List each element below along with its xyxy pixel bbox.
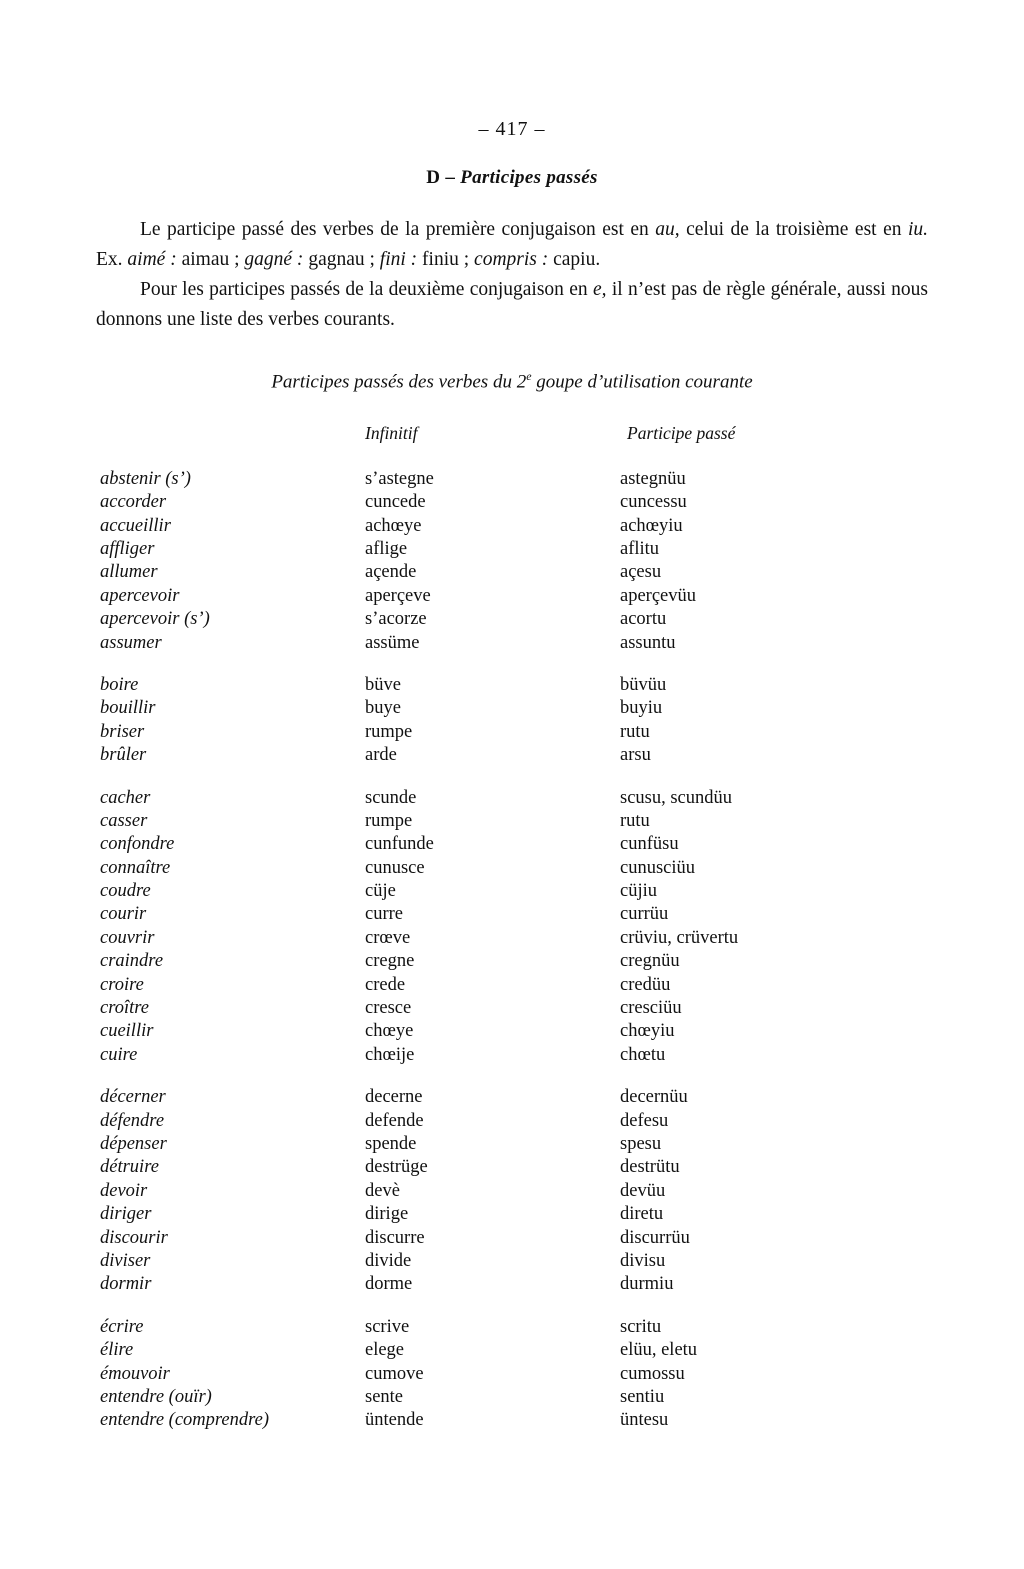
- cell-infinitif: dorme: [365, 1274, 413, 1295]
- cell-french-verb: décerner: [100, 1087, 166, 1108]
- cell-french-verb: abstenir (s’): [100, 468, 191, 489]
- cell-french-verb: courir: [100, 904, 147, 925]
- table-row: [0, 562, 1024, 585]
- verb-group: [0, 1087, 1024, 1298]
- cell-participe-passe: acortu: [620, 609, 667, 630]
- cell-french-verb: allumer: [100, 562, 158, 583]
- cell-french-verb: défendre: [100, 1110, 165, 1131]
- section-title-main: Participes passés: [460, 167, 598, 188]
- cell-participe-passe: cunfüsu: [620, 834, 679, 855]
- cell-french-verb: couvrir: [100, 927, 155, 948]
- cell-infinitif: devè: [365, 1180, 400, 1201]
- table-row: [0, 1410, 1024, 1433]
- cell-french-verb: émouvoir: [100, 1363, 170, 1384]
- cell-infinitif: decerne: [365, 1087, 423, 1108]
- cell-participe-passe: divisu: [620, 1250, 666, 1271]
- cell-participe-passe: devüu: [620, 1180, 666, 1201]
- cell-participe-passe: üntesu: [620, 1410, 669, 1431]
- cell-participe-passe: chœtu: [620, 1044, 666, 1065]
- table-row: [0, 834, 1024, 857]
- table-row: [0, 1340, 1024, 1363]
- cell-infinitif: destrüge: [365, 1157, 428, 1178]
- cell-infinitif: cüje: [365, 881, 396, 902]
- cell-infinitif: aperçeve: [365, 585, 431, 606]
- intro-text: [96, 215, 928, 335]
- table-row: [0, 811, 1024, 834]
- cell-french-verb: craindre: [100, 951, 164, 972]
- verb-group: [0, 788, 1024, 1069]
- table-row: [0, 1317, 1024, 1340]
- cell-french-verb: cueillir: [100, 1021, 154, 1042]
- cell-participe-passe: aflitu: [620, 539, 660, 559]
- cell-participe-passe: destrütu: [620, 1157, 680, 1178]
- cell-infinitif: curre: [365, 904, 403, 925]
- table-row: [0, 998, 1024, 1021]
- cell-participe-passe: scritu: [620, 1316, 662, 1337]
- cell-infinitif: crede: [365, 974, 406, 995]
- cell-french-verb: élire: [100, 1340, 134, 1361]
- cell-infinitif: büve: [365, 674, 401, 695]
- cell-infinitif: rumpe: [365, 810, 413, 831]
- section-title-prefix: D –: [426, 167, 461, 188]
- table-row: [0, 1087, 1024, 1110]
- cell-french-verb: confondre: [100, 834, 175, 855]
- table-row: [0, 1364, 1024, 1387]
- table-row: [0, 1274, 1024, 1297]
- cell-infinitif: üntende: [365, 1410, 424, 1431]
- verb-group: [0, 469, 1024, 656]
- cell-participe-passe: scusu, scundüu: [620, 787, 733, 808]
- cell-participe-passe: cregnüu: [620, 951, 680, 972]
- cell-infinitif: elege: [365, 1340, 405, 1361]
- table-row: [0, 788, 1024, 811]
- table-row: [0, 1181, 1024, 1204]
- cell-participe-passe: buyiu: [620, 698, 663, 719]
- cell-participe-passe: chœyiu: [620, 1021, 675, 1042]
- cell-french-verb: accorder: [100, 492, 167, 513]
- table-row: [0, 1157, 1024, 1180]
- table-row: [0, 609, 1024, 632]
- column-header-participe-passe: Participe passé: [627, 422, 736, 443]
- table-row: [0, 469, 1024, 492]
- cell-infinitif: defende: [365, 1110, 424, 1131]
- cell-participe-passe: büvüu: [620, 674, 667, 695]
- column-header-infinitif: Infinitif: [365, 422, 418, 443]
- cell-french-verb: écrire: [100, 1316, 144, 1337]
- cell-french-verb: casser: [100, 810, 148, 831]
- cell-french-verb: accueillir: [100, 515, 171, 536]
- cell-participe-passe: sentiu: [620, 1386, 665, 1407]
- cell-french-verb: boire: [100, 674, 139, 695]
- cell-participe-passe: currüu: [620, 904, 669, 925]
- cell-infinitif: spende: [365, 1133, 417, 1154]
- cell-participe-passe: decernüu: [620, 1087, 688, 1108]
- cell-french-verb: brûler: [100, 745, 147, 766]
- cell-participe-passe: achœyiu: [620, 515, 683, 536]
- cell-participe-passe: diretu: [620, 1204, 664, 1225]
- cell-participe-passe: credüu: [620, 974, 671, 995]
- cell-french-verb: entendre (comprendre): [100, 1410, 270, 1431]
- table-row: [0, 1134, 1024, 1157]
- verb-group: [0, 675, 1024, 769]
- cell-french-verb: assumer: [100, 632, 162, 653]
- cell-french-verb: discourir: [100, 1227, 168, 1248]
- cell-infinitif: cuncede: [365, 492, 426, 513]
- cell-french-verb: entendre (ouïr): [100, 1386, 212, 1407]
- table-caption-superscript: e: [526, 368, 532, 383]
- cell-infinitif: achœye: [365, 515, 422, 536]
- cell-participe-passe: crüviu, crüvertu: [620, 927, 739, 948]
- cell-french-verb: dépenser: [100, 1133, 167, 1154]
- cell-infinitif: divide: [365, 1250, 412, 1271]
- cell-french-verb: cacher: [100, 787, 151, 808]
- table-row: [0, 858, 1024, 881]
- table-row: [0, 951, 1024, 974]
- table-row: [0, 633, 1024, 656]
- table-row: [0, 745, 1024, 768]
- cell-infinitif: discurre: [365, 1227, 425, 1248]
- table-row: [0, 516, 1024, 539]
- cell-infinitif: dirige: [365, 1204, 409, 1225]
- table-row: [0, 928, 1024, 951]
- cell-french-verb: diviser: [100, 1250, 151, 1271]
- cell-participe-passe: açesu: [620, 562, 662, 583]
- table-caption-pre: Participes passés des verbes du 2: [271, 370, 527, 392]
- table-row: [0, 1204, 1024, 1227]
- table-row: [0, 975, 1024, 998]
- cell-infinitif: chœije: [365, 1044, 415, 1065]
- verb-group: [0, 1317, 1024, 1434]
- table-row: [0, 881, 1024, 904]
- cell-infinitif: rumpe: [365, 721, 413, 742]
- cell-participe-passe: assuntu: [620, 632, 676, 653]
- cell-french-verb: croître: [100, 998, 149, 1019]
- table-row: [0, 1228, 1024, 1251]
- cell-infinitif: cregne: [365, 951, 415, 972]
- cell-french-verb: devoir: [100, 1180, 148, 1201]
- cell-participe-passe: cunusciüu: [620, 857, 696, 878]
- table-caption-post: goupe d’utilisation courante: [531, 370, 753, 392]
- cell-french-verb: apercevoir: [100, 585, 180, 606]
- cell-participe-passe: cresciüu: [620, 998, 682, 1019]
- cell-french-verb: coudre: [100, 881, 151, 902]
- table-row: [0, 1251, 1024, 1274]
- cell-participe-passe: rutu: [620, 721, 650, 742]
- cell-participe-passe: astegnüu: [620, 468, 686, 489]
- cell-french-verb: affliger: [100, 539, 155, 559]
- cell-participe-passe: cuncessu: [620, 492, 687, 513]
- table-row: [0, 1021, 1024, 1044]
- cell-infinitif: buye: [365, 698, 401, 719]
- cell-infinitif: arde: [365, 745, 397, 766]
- table-caption: [0, 369, 1024, 393]
- cell-participe-passe: cumossu: [620, 1363, 685, 1384]
- table-row: [0, 492, 1024, 515]
- table-row: [0, 586, 1024, 609]
- cell-french-verb: diriger: [100, 1204, 152, 1225]
- cell-french-verb: briser: [100, 721, 145, 742]
- cell-french-verb: bouillir: [100, 698, 156, 719]
- cell-french-verb: apercevoir (s’): [100, 609, 210, 630]
- cell-participe-passe: aperçevüu: [620, 585, 697, 606]
- cell-infinitif: cunfunde: [365, 834, 434, 855]
- table-column-headers: [0, 423, 1024, 449]
- table-row: [0, 675, 1024, 698]
- cell-participe-passe: durmiu: [620, 1274, 674, 1295]
- cell-participe-passe: spesu: [620, 1133, 662, 1154]
- cell-french-verb: croire: [100, 974, 144, 995]
- cell-participe-passe: arsu: [620, 745, 651, 766]
- cell-participe-passe: elüu, eletu: [620, 1340, 698, 1361]
- table-row: [0, 1387, 1024, 1410]
- cell-french-verb: cuire: [100, 1044, 138, 1065]
- cell-infinitif: s’astegne: [365, 468, 434, 489]
- cell-participe-passe: discurrüu: [620, 1227, 690, 1248]
- table-row: [0, 904, 1024, 927]
- section-title: [0, 167, 1024, 189]
- cell-infinitif: aflige: [365, 539, 408, 559]
- cell-participe-passe: rutu: [620, 810, 650, 831]
- table-row: [0, 1111, 1024, 1134]
- table-row: [0, 1045, 1024, 1068]
- cell-infinitif: cumove: [365, 1363, 424, 1384]
- cell-infinitif: scrive: [365, 1316, 410, 1337]
- cell-participe-passe: cüjiu: [620, 881, 657, 902]
- paragraph-2: Pour les participes passés de la deuxième conjugaison en e, il n’est pas de règle générale, aussi nous donnons une liste des verbes courants.: [96, 279, 929, 330]
- verb-table: [0, 469, 1024, 1434]
- cell-infinitif: crœve: [365, 927, 411, 948]
- paragraph-1: Le participe passé des verbes de la première conjugaison est en au, celui de la troisième est en iu. Ex. aimé : aimau ; gagné : gagnau ; fini : finiu ; compris : capiu.: [96, 219, 929, 270]
- cell-infinitif: cresce: [365, 998, 412, 1019]
- cell-french-verb: dormir: [100, 1274, 152, 1295]
- cell-infinitif: scunde: [365, 787, 417, 808]
- page-number: – 417 –: [478, 118, 546, 140]
- cell-infinitif: açende: [365, 562, 417, 583]
- cell-infinitif: s’acorze: [365, 609, 427, 630]
- cell-infinitif: cunusce: [365, 857, 425, 878]
- cell-infinitif: sente: [365, 1386, 404, 1407]
- table-row: [0, 722, 1024, 745]
- cell-french-verb: connaître: [100, 857, 171, 878]
- cell-infinitif: assüme: [365, 632, 420, 653]
- cell-french-verb: détruire: [100, 1157, 159, 1178]
- cell-infinitif: chœye: [365, 1021, 414, 1042]
- cell-participe-passe: defesu: [620, 1110, 669, 1131]
- table-row: [0, 539, 1024, 562]
- table-row: [0, 698, 1024, 721]
